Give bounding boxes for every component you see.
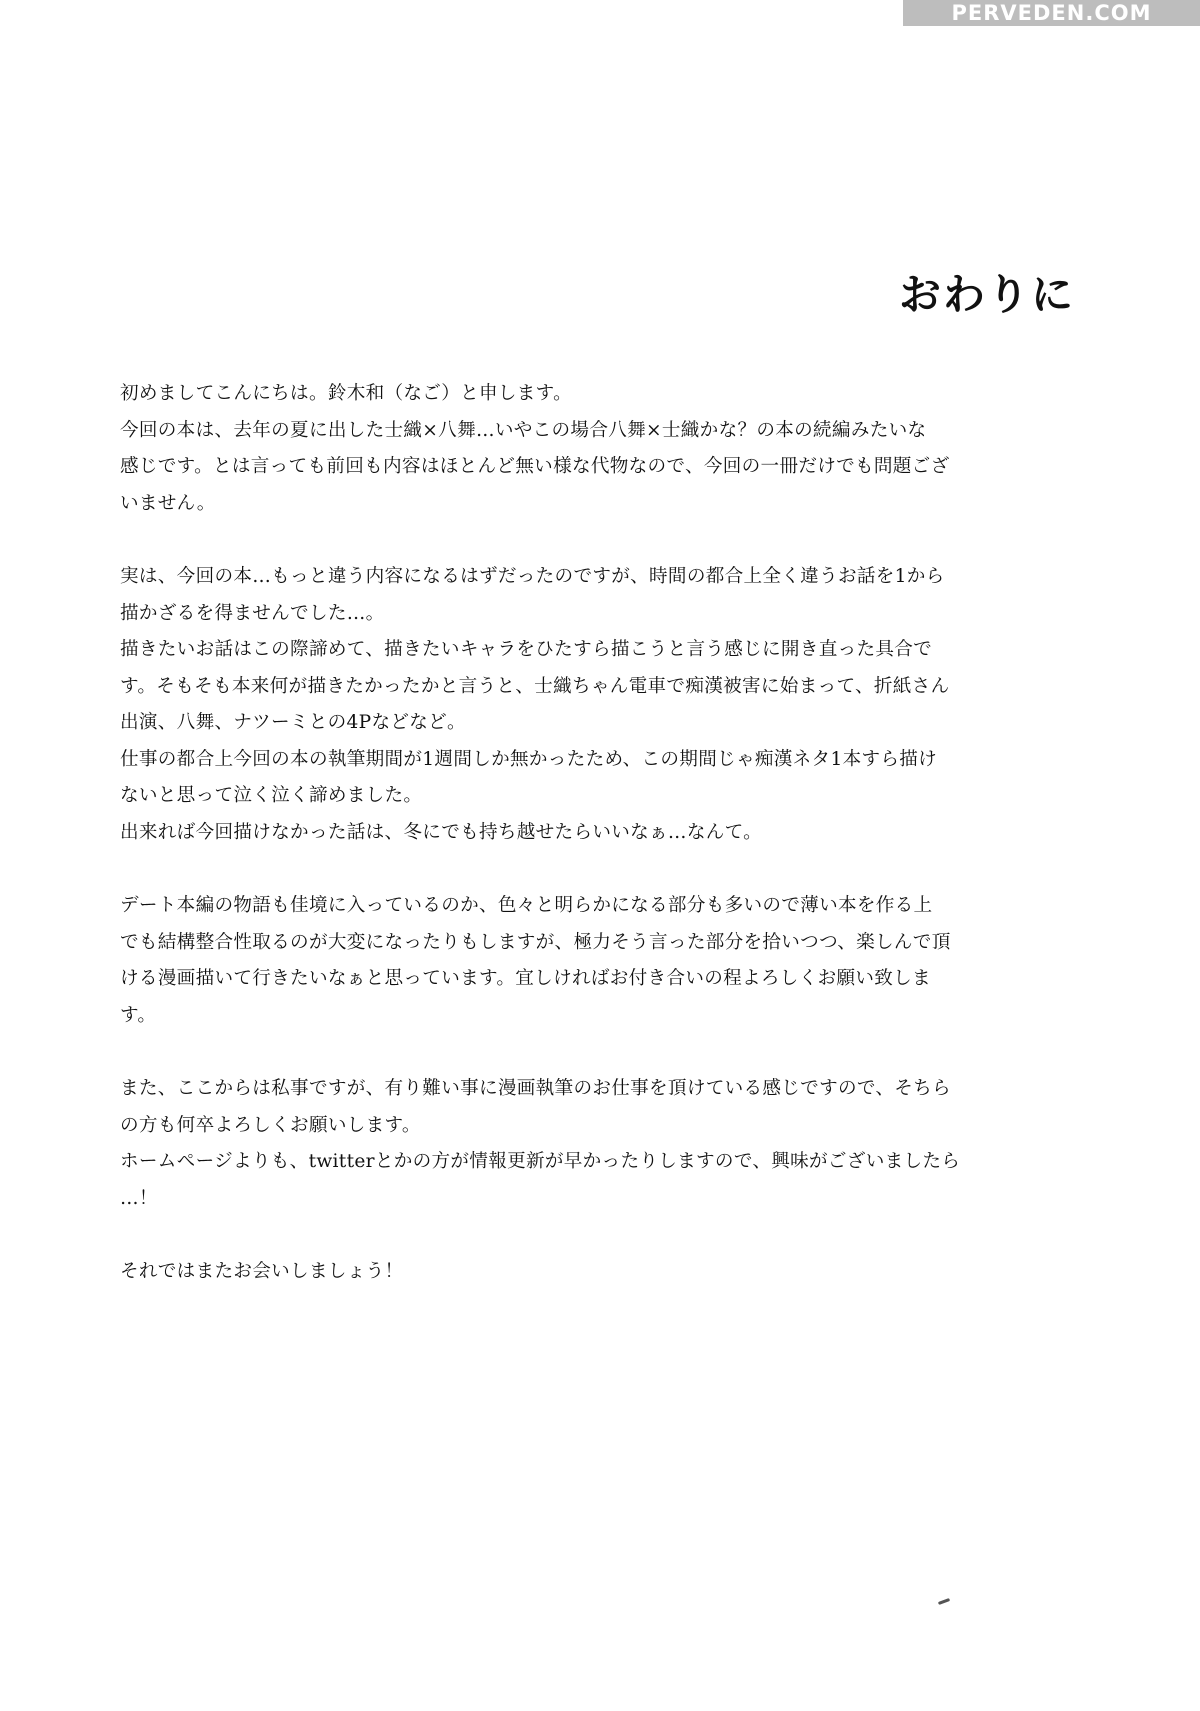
text-line: デート本編の物語も佳境に入っているのか、色々と明らかになる部分も多いので薄い本を作る上	[120, 895, 933, 916]
paragraph-story	[120, 888, 1060, 1034]
text-line: また、ここからは私事ですが、有り難い事に漫画執筆のお仕事を頂けている感じですので、そちら	[120, 1078, 951, 1099]
text-line: す。	[120, 1004, 157, 1026]
paragraph-closing	[120, 1254, 1060, 1291]
paragraph-personal	[120, 1071, 1060, 1217]
paper-speck	[938, 1598, 950, 1605]
text-line: 仕事の都合上今回の本の執筆期間が1週間しか無かったため、この期間じゃ痴漢ネタ1本すら描け	[120, 748, 938, 770]
text-line: の方も何卒よろしくお願いします。	[120, 1114, 421, 1136]
text-line: ける漫画描いて行きたいなぁと思っています。宜しければお付き合いの程よろしくお願い致しま	[120, 968, 931, 989]
text-line: 出来れば今回描けなかった話は、冬にでも持ち越せたらいいなぁ…なんて。	[120, 821, 763, 843]
paragraph-background	[120, 559, 1060, 851]
text-line: 実は、今回の本…もっと違う内容になるはずだったのですが、時間の都合上全く違うお話を1から	[120, 566, 945, 587]
afterword-body	[120, 376, 1060, 1328]
text-line: 今回の本は、去年の夏に出した士織×八舞…いやこの場合八舞×士織かな？の本の続編みたいな	[120, 419, 927, 441]
paragraph-greeting	[120, 376, 1060, 522]
text-line: 感じです。とは言っても前回も内容はほとんど無い様な代物なので、今回の一冊だけでも問題ござ	[120, 456, 950, 477]
text-line: 描きたいお話はこの際諦めて、描きたいキャラをひたすら描こうと言う感じに開き直った具合で	[120, 639, 933, 660]
text-line: ホームページよりも、twitterとかの方が情報更新が早かったりしますので、興味がございましたら	[120, 1151, 961, 1172]
page-title: おわりに	[898, 270, 1075, 319]
text-line: でも結構整合性取るのが大変になったりもしますが、極力そう言った部分を拾いつつ、楽しんで頂	[120, 931, 951, 953]
text-line: 描かざるを得ませんでした…。	[120, 602, 385, 624]
text-line: ないと思って泣く泣く諦めました。	[120, 785, 423, 806]
text-line: す。そもそも本来何が描きたかったかと言うと、士織ちゃん電車で痴漢被害に始まって、折紙さん	[120, 675, 950, 697]
text-line: 出演、八舞、ナツーミとの4Pなどなど。	[120, 712, 466, 733]
text-line: 初めましてこんにちは。鈴木和（なご）と申します。	[120, 383, 572, 404]
watermark: PERVEDEN.COM	[903, 0, 1200, 26]
text-line: いません。	[120, 492, 216, 514]
text-line: それではまたお会いしましょう！	[120, 1261, 404, 1282]
text-line: …！	[120, 1187, 158, 1209]
